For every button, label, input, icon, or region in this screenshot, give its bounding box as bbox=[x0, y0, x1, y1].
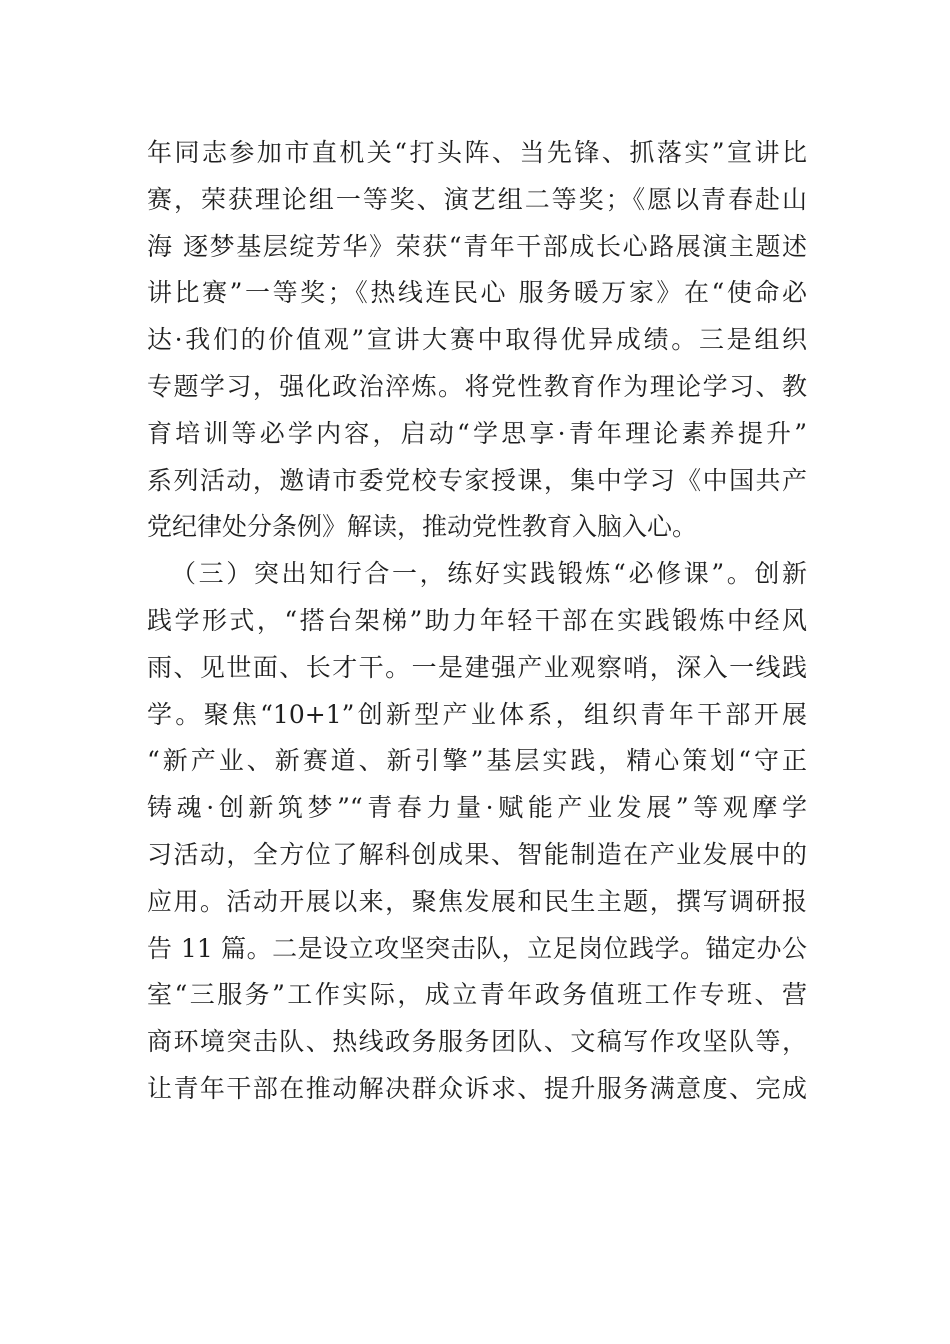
text-line: 室“三服务”工作实际，成立青年政务值班工作专班、营 bbox=[147, 980, 807, 1010]
text-line: 讲比赛”一等奖；《热线连民心 服务暖万家》在“使命必 bbox=[147, 278, 807, 308]
text-line: 达·我们的价值观”宣讲大赛中取得优异成绩。三是组织 bbox=[147, 325, 807, 355]
text-line: 雨、见世面、长才干。一是建强产业观察哨，深入一线践 bbox=[147, 652, 807, 682]
text-line: 铸魂·创新筑梦”“青春力量·赋能产业发展”等观摩学 bbox=[147, 793, 807, 823]
text-line: 育培训等必学内容，启动“学思享·青年理论素养提升” bbox=[147, 418, 807, 448]
text-line: 应用。活动开展以来，聚焦发展和民生主题，撰写调研报 bbox=[147, 886, 807, 916]
text-line: 商环境突击队、热线政务服务团队、文稿写作攻坚队等， bbox=[147, 1027, 807, 1057]
section-heading-line: （三）突出知行合一，练好实践锻炼“必修课”。创新 bbox=[171, 559, 807, 589]
paragraph-end-line: 党纪律处分条例》解读，推动党性教育入脑入心。 bbox=[147, 512, 698, 542]
text-line: 系列活动，邀请市委党校专家授课，集中学习《中国共产 bbox=[147, 465, 807, 495]
text-line: 让青年干部在推动解决群众诉求、提升服务满意度、完成 bbox=[147, 1073, 807, 1103]
text-line: 年同志参加市直机关“打头阵、当先锋、抓落实”宣讲比 bbox=[147, 138, 807, 167]
text-line: “新产业、新赛道、新引擎”基层实践，精心策划“守正 bbox=[147, 746, 807, 776]
text-line: 告 11 篇。二是设立攻坚突击队，立足岗位践学。锚定办公 bbox=[147, 933, 807, 963]
text-line: 赛，荣获理论组一等奖、演艺组二等奖；《愿以青春赴山 bbox=[147, 184, 807, 214]
text-line: 习活动，全方位了解科创成果、智能制造在产业发展中的 bbox=[147, 839, 807, 869]
text-line: 海 逐梦基层绽芳华》荣获“青年干部成长心路展演主题述 bbox=[147, 231, 807, 261]
text-line: 专题学习，强化政治淬炼。将党性教育作为理论学习、教 bbox=[147, 371, 807, 401]
body-text bbox=[147, 130, 807, 1113]
text-line: 践学形式，“搭台架梯”助力年轻干部在实践锻炼中经风 bbox=[147, 605, 807, 635]
text-line: 学。聚焦“10+1”创新型产业体系，组织青年干部开展 bbox=[147, 699, 807, 729]
